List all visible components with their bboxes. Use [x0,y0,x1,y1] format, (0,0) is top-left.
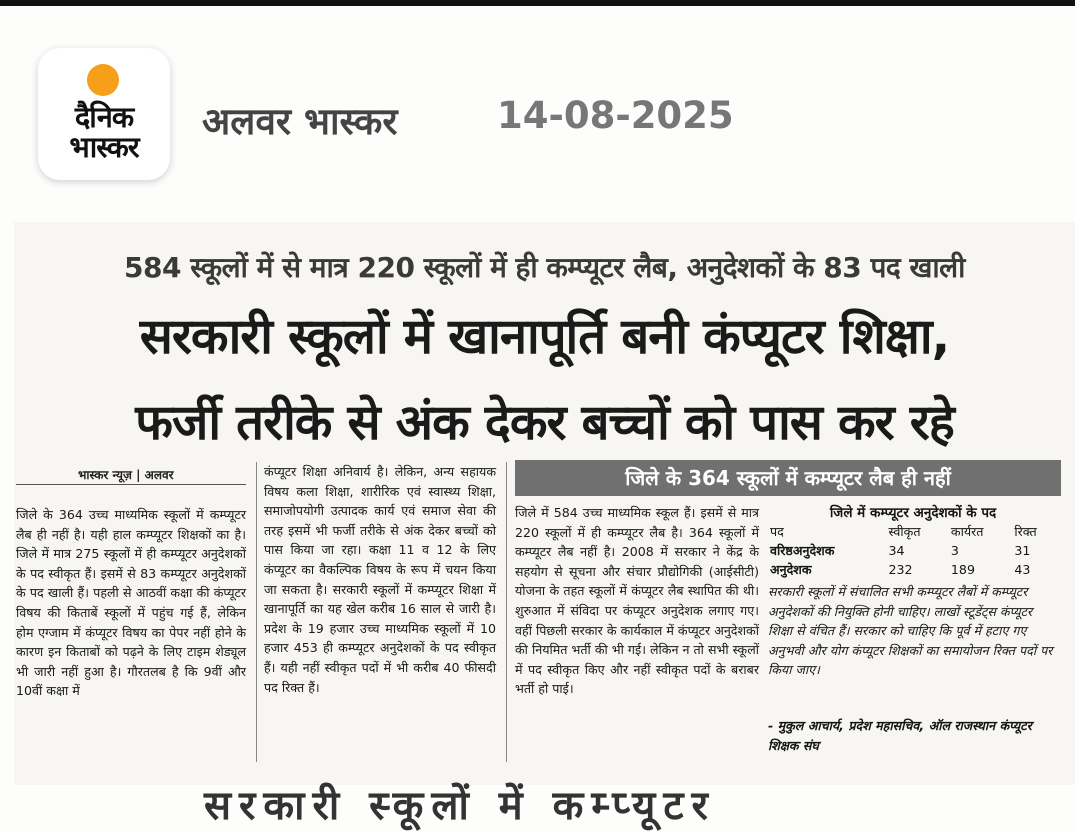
table-cell: अनुदेशक [770,562,812,577]
cutoff-text: सरकारी स्कूलों में कम्प्यूटर [204,783,716,829]
posts-table-title: जिले में कम्प्यूटर अनुदेशकों के पद [829,505,997,521]
table-row [768,541,1058,560]
article-kicker: 584 स्कूलों में से मात्र 220 स्कूलों में ही कम्प्यूटर लैब, अनुदेशकों के 83 पद खाली [124,251,965,284]
table-row [768,560,1058,579]
subheading-bar: जिले के 364 स्कूलों में कम्प्यूटर लैब ही नहीं [515,460,1061,496]
table-cell: 232 [888,562,913,577]
byline-rule [16,484,246,485]
newspaper-clipping [14,222,1075,829]
headline-line2: फर्जी तरीके से अंक देकर बच्चों को पास कर रहे [135,394,954,451]
table-cell: 31 [1014,543,1031,558]
sun-icon [87,64,119,96]
edition-name: अलवर भास्कर [202,100,398,143]
table-header-row [768,522,1058,541]
posts-table [768,522,1058,579]
headline-line1: सरकारी स्कूलों में खानापूर्ति बनी कंप्यूटर शिक्षा, [139,308,950,365]
byline: भास्कर न्यूज़ | अलवर [78,468,174,482]
column-divider [506,462,507,762]
table-header: स्वीकृत [888,524,921,539]
column-divider [256,462,257,762]
table-cell: 3 [950,543,959,558]
logo-line1: दैनिक [74,100,134,134]
quote-author: - मुकुल आचार्य, प्रदेश महासचिव, ऑल राजस्थान कंप्यूटर शिक्षक संघ [768,718,1032,753]
article-column-3: जिले में 584 उच्च माध्यमिक स्कूल हैं। इसमें से मात्र 220 स्कूलों में ही कम्प्यूटर लैब है। 364 स्कूलों में कम्प्यूटर लैब नहीं है। 2008 में सरकार ने केंद्र के सहयोग से सूचना और संचार प्रौद्योगिकी (आईसीटी) योजना के तहत स्कूलों में कंप्यूटर लैब स्थापित की थी। शुरुआत में संविदा पर कंप्यूटर अनुदेशक लगाए गए। वहीं पिछली सरकार के कार्यकाल में कंप्यूटर अनुदेशकों की नियमित भर्ती की भी गई। लेकिन न तो सभी स्कूलों में पद स्वीकृत किए और नहीं स्वीकृत पदों के बराबर भर्ती हो पाई। [515,505,759,697]
table-header: रिक्त [1014,524,1037,539]
edition-date: 14-08-2025 [497,94,734,137]
table-cell: 43 [1014,562,1031,577]
table-cell: 189 [950,562,975,577]
table-header: पद [770,524,784,539]
table-cell: 34 [888,543,905,558]
article-column-2: कंप्यूटर शिक्षा अनिवार्य है। लेकिन, अन्य सहायक विषय कला शिक्षा, शारीरिक एवं स्वास्थ्य शिक्षा, समाजोपयोगी उत्पादक कार्य एवं समाज सेवा की तरह इसमें भी फर्जी तरीके से अंक देकर बच्चों को पास किया जा रहा। कक्षा 11 व 12 के लिए कंप्यूटर का वैकल्पिक विषय के रूप में चयन किया जा सकता है। सरकारी स्कूलों में कम्प्यूटर शिक्षा में खानापूर्ति का यह खेल करीब 16 साल से जारी है। प्रदेश के 19 हजार उच्च माध्यमिक स्कूलों में 10 हजार 453 ही कम्प्यूटर अनुदेशकों के पद स्वीकृत हैं। यही नहीं स्वीकृत पदों में भी करीब 40 फीसदी पद रिक्त हैं। [264,464,496,695]
table-cell: वरिष्ठअनुदेशक [770,543,835,558]
article-column-1: जिले के 364 उच्च माध्यमिक स्कूलों में कम्प्यूटर लैब ही नहीं है। यही हाल कम्प्यूटर शिक्षकों का है। जिले में मात्र 275 स्कूलों में ही कम्प्यूटर अनुदेशकों के पद स्वीकृत हैं। इसमें से 83 कम्प्यूटर अनुदेशकों के पद खाली हैं। पहली से आठवीं कक्षा की कंप्यूटर विषय की किताबें स्कूलों में पहुंच गई हैं, लेकिन होम एग्जाम में कंप्यूटर विषय का पेपर नहीं होने के कारण इन किताबों को पढ़ने के लिए टाइम शेड्यूल भी जारी नहीं हुआ है। गौरतलब है कि 9वीं और 10वीं कक्षा में [16,507,246,699]
expert-quote: सरकारी स्कूलों में संचालित सभी कम्प्यूटर लैबों में कम्प्यूटर अनुदेशकों की नियुक्ति होनी चाहिए। लाखों स्टूडेंट्स कंप्यूटर शिक्षा से वंचित हैं। सरकार को चाहिए कि पूर्व में हटाए गए अनुभवी और योग कंप्यूटर शिक्षकों का समायोजन रिक्त पदों पर किया जाए। [768,584,1053,678]
dainik-bhaskar-logo[interactable] [38,48,170,180]
table-header: कार्यरत [950,524,984,539]
cutoff-next-headline [204,770,904,829]
top-bar [0,0,1075,6]
logo-line2: भास्कर [69,130,139,164]
